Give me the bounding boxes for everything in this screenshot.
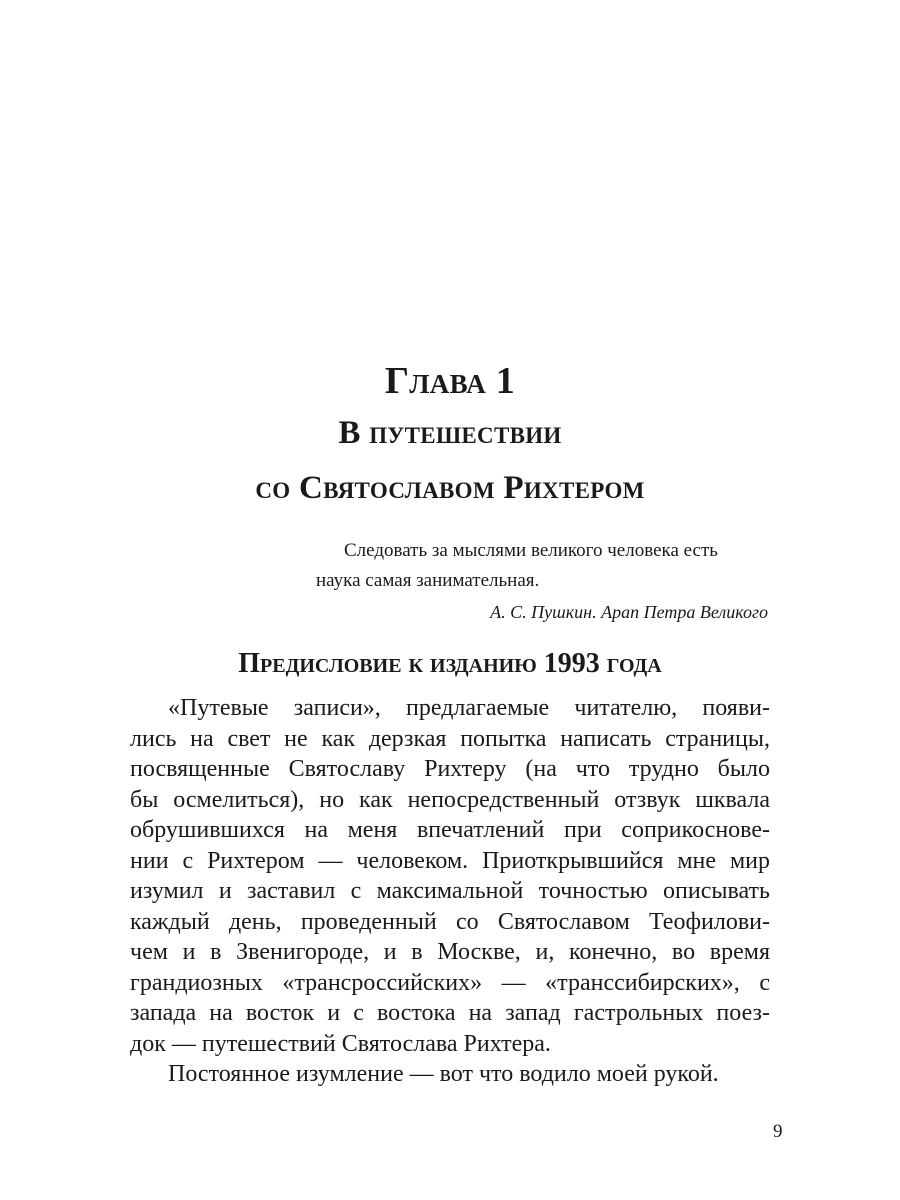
- body-line: док — путешествий Святослава Рихтера.: [130, 1030, 551, 1057]
- body-line: Постоянное изумление — вот что водило моей рукой.: [168, 1061, 719, 1087]
- page-number: 9: [773, 1121, 783, 1142]
- chapter-title-line-2: со Святославом Рихтером: [255, 470, 645, 506]
- section-title: Предисловие к изданию 1993 года: [238, 648, 662, 679]
- epigraph-source: А. С. Пушкин. Арап Петра Великого: [490, 602, 768, 622]
- body-line: нии с Рихтером — человеком. Приоткрывшийся мне мир: [130, 847, 770, 874]
- body-line: изумил и заставил с максимальной точностью описывать: [130, 878, 770, 904]
- epigraph-line-2: наука самая занимательная.: [316, 570, 540, 591]
- body-line: грандиозных «трансроссийских» — «транссибирских», с: [130, 969, 770, 996]
- body-line: бы осмелиться), но как непосредственный отзвук шквала: [130, 786, 770, 813]
- body-line: каждый день, проведенный со Святославом Теофилови-: [130, 908, 770, 935]
- epigraph-line-1: Следовать за мыслями великого человека есть: [344, 540, 718, 561]
- chapter-title-line-1: В путешествии: [338, 415, 562, 451]
- body-line: запада на восток и с востока на запад гастрольных поез-: [130, 1000, 770, 1026]
- chapter-number: Глава 1: [384, 360, 516, 402]
- body-text: [130, 693, 770, 1090]
- body-line: посвященные Святославу Рихтеру (на что трудно было: [130, 756, 770, 782]
- body-line: лись на свет не как дерзкая попытка написать страницы,: [130, 725, 770, 752]
- body-line: чем и в Звенигороде, и в Москве, и, конечно, во время: [130, 939, 770, 965]
- body-line: обрушившихся на меня впечатлений при соприкоснове-: [130, 817, 770, 843]
- body-line: «Путевые записи», предлагаемые читателю, появи-: [168, 695, 770, 721]
